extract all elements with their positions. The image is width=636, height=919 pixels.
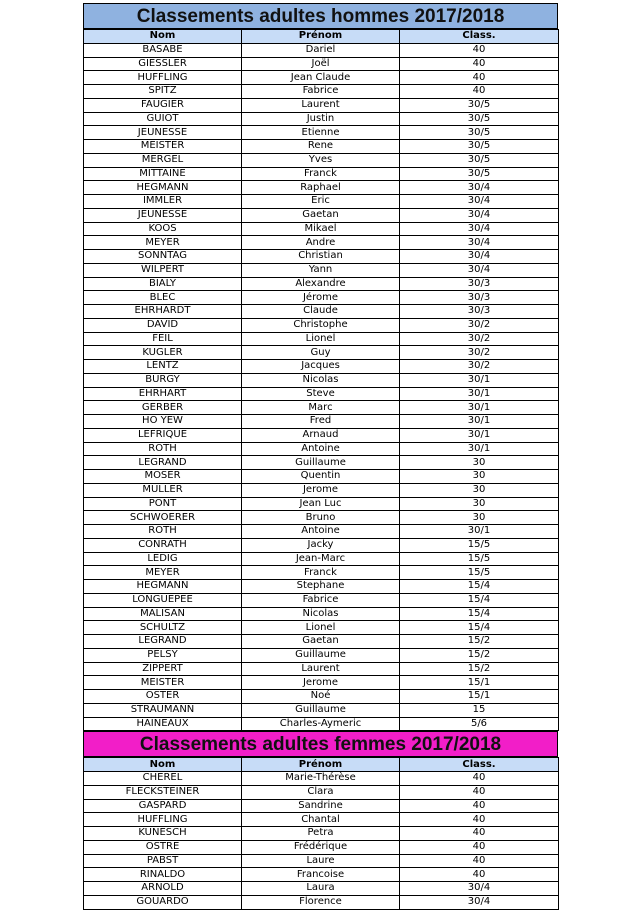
- cell-prenom: Guillaume: [242, 703, 400, 717]
- cell-nom: LEDIG: [84, 552, 242, 566]
- table-row: [84, 703, 559, 717]
- cell-class: 30/4: [400, 895, 559, 909]
- table-row: [84, 415, 559, 429]
- table-row: [84, 607, 559, 621]
- cell-nom: MALISAN: [84, 607, 242, 621]
- table-row: [84, 112, 559, 126]
- cell-prenom: Guillaume: [242, 648, 400, 662]
- cell-class: 40: [400, 57, 559, 71]
- table-row: [84, 456, 559, 470]
- cell-prenom: Jean-Marc: [242, 552, 400, 566]
- table-row: [84, 71, 559, 85]
- cell-class: 30/4: [400, 882, 559, 896]
- table-row: [84, 785, 559, 799]
- cell-nom: MERGEL: [84, 153, 242, 167]
- cell-prenom: Franck: [242, 566, 400, 580]
- table-row: [84, 566, 559, 580]
- cell-class: 30/4: [400, 195, 559, 209]
- cell-prenom: Clara: [242, 785, 400, 799]
- cell-class: 15: [400, 703, 559, 717]
- cell-prenom: Steve: [242, 387, 400, 401]
- column-header-class: Class.: [400, 30, 559, 44]
- cell-prenom: Petra: [242, 827, 400, 841]
- cell-class: 40: [400, 827, 559, 841]
- cell-nom: MEYER: [84, 236, 242, 250]
- cell-nom: HO YEW: [84, 415, 242, 429]
- table-row: [84, 98, 559, 112]
- table-row: [84, 799, 559, 813]
- cell-nom: SCHWOERER: [84, 511, 242, 525]
- cell-prenom: Jean Claude: [242, 71, 400, 85]
- cell-nom: OSTRE: [84, 840, 242, 854]
- men-rankings-title: Classements adultes hommes 2017/2018: [83, 3, 558, 29]
- cell-nom: STRAUMANN: [84, 703, 242, 717]
- cell-prenom: Jerome: [242, 483, 400, 497]
- cell-nom: WILPERT: [84, 263, 242, 277]
- cell-class: 15/2: [400, 662, 559, 676]
- cell-nom: LONGUEPEE: [84, 593, 242, 607]
- cell-prenom: Rene: [242, 140, 400, 154]
- table-row: [84, 318, 559, 332]
- table-row: [84, 360, 559, 374]
- table-row: [84, 332, 559, 346]
- cell-class: 30: [400, 511, 559, 525]
- cell-class: 30/1: [400, 387, 559, 401]
- cell-class: 30/2: [400, 318, 559, 332]
- women-rankings-table: [83, 757, 559, 909]
- cell-class: 40: [400, 772, 559, 786]
- cell-class: 30/3: [400, 305, 559, 319]
- cell-class: 40: [400, 785, 559, 799]
- table-row: [84, 662, 559, 676]
- cell-class: 40: [400, 71, 559, 85]
- cell-class: 15/1: [400, 676, 559, 690]
- cell-nom: EHRHART: [84, 387, 242, 401]
- cell-prenom: Laure: [242, 854, 400, 868]
- table-row: [84, 882, 559, 896]
- cell-prenom: Stephane: [242, 580, 400, 594]
- cell-prenom: Antoine: [242, 442, 400, 456]
- cell-class: 30/1: [400, 415, 559, 429]
- cell-class: 30/2: [400, 346, 559, 360]
- table-row: [84, 580, 559, 594]
- cell-nom: KUNESCH: [84, 827, 242, 841]
- cell-prenom: Arnaud: [242, 428, 400, 442]
- women-rankings-body: [84, 772, 559, 910]
- cell-nom: DAVID: [84, 318, 242, 332]
- women-header-row: [84, 758, 559, 772]
- cell-nom: SONNTAG: [84, 250, 242, 264]
- table-row: [84, 483, 559, 497]
- table-row: [84, 511, 559, 525]
- cell-class: 40: [400, 85, 559, 99]
- cell-class: 30: [400, 456, 559, 470]
- cell-nom: FAUGIER: [84, 98, 242, 112]
- column-header-prenom: Prénom: [242, 758, 400, 772]
- cell-class: 30/4: [400, 250, 559, 264]
- cell-prenom: Guillaume: [242, 456, 400, 470]
- cell-prenom: Lionel: [242, 332, 400, 346]
- cell-class: 15/4: [400, 593, 559, 607]
- cell-prenom: Charles-Aymeric: [242, 717, 400, 731]
- cell-class: 30/1: [400, 525, 559, 539]
- cell-nom: MITTAINE: [84, 167, 242, 181]
- cell-class: 30/2: [400, 332, 559, 346]
- table-row: [84, 126, 559, 140]
- table-row: [84, 140, 559, 154]
- cell-class: 40: [400, 854, 559, 868]
- table-row: [84, 648, 559, 662]
- cell-nom: LEFRIQUE: [84, 428, 242, 442]
- cell-nom: LEGRAND: [84, 635, 242, 649]
- cell-nom: JEUNESSE: [84, 126, 242, 140]
- cell-nom: MEISTER: [84, 676, 242, 690]
- cell-nom: GIESSLER: [84, 57, 242, 71]
- cell-nom: LEGRAND: [84, 456, 242, 470]
- cell-prenom: Noé: [242, 690, 400, 704]
- cell-nom: GERBER: [84, 401, 242, 415]
- cell-prenom: Marc: [242, 401, 400, 415]
- cell-nom: BURGY: [84, 373, 242, 387]
- table-row: [84, 85, 559, 99]
- cell-class: 30/3: [400, 277, 559, 291]
- table-row: [84, 621, 559, 635]
- cell-class: 40: [400, 799, 559, 813]
- cell-prenom: Jerome: [242, 676, 400, 690]
- cell-class: 30/4: [400, 181, 559, 195]
- table-row: [84, 291, 559, 305]
- table-row: [84, 868, 559, 882]
- cell-nom: HUFFLING: [84, 71, 242, 85]
- table-row: [84, 593, 559, 607]
- cell-nom: ROTH: [84, 525, 242, 539]
- cell-nom: EHRHARDT: [84, 305, 242, 319]
- table-row: [84, 772, 559, 786]
- cell-class: 30/5: [400, 140, 559, 154]
- cell-prenom: Francoise: [242, 868, 400, 882]
- cell-nom: GASPARD: [84, 799, 242, 813]
- cell-nom: ARNOLD: [84, 882, 242, 896]
- cell-class: 30/2: [400, 360, 559, 374]
- cell-prenom: Christophe: [242, 318, 400, 332]
- cell-class: 15/4: [400, 607, 559, 621]
- table-row: [84, 57, 559, 71]
- table-row: [84, 635, 559, 649]
- cell-prenom: Fabrice: [242, 85, 400, 99]
- cell-prenom: Dariel: [242, 43, 400, 57]
- column-header-nom: Nom: [84, 758, 242, 772]
- cell-prenom: Raphael: [242, 181, 400, 195]
- table-row: [84, 538, 559, 552]
- column-header-class: Class.: [400, 758, 559, 772]
- cell-prenom: Fred: [242, 415, 400, 429]
- column-header-nom: Nom: [84, 30, 242, 44]
- cell-class: 30/4: [400, 263, 559, 277]
- table-row: [84, 181, 559, 195]
- rankings-sheet: [83, 3, 558, 910]
- table-row: [84, 387, 559, 401]
- cell-nom: MOSER: [84, 470, 242, 484]
- cell-prenom: Yann: [242, 263, 400, 277]
- cell-nom: JEUNESSE: [84, 208, 242, 222]
- cell-nom: PABST: [84, 854, 242, 868]
- cell-nom: HEGMANN: [84, 580, 242, 594]
- cell-nom: PELSY: [84, 648, 242, 662]
- men-rankings-body: [84, 43, 559, 731]
- cell-class: 30: [400, 483, 559, 497]
- table-row: [84, 43, 559, 57]
- cell-nom: IMMLER: [84, 195, 242, 209]
- cell-class: 30/5: [400, 112, 559, 126]
- table-row: [84, 263, 559, 277]
- table-row: [84, 222, 559, 236]
- cell-nom: HEGMANN: [84, 181, 242, 195]
- cell-prenom: Mikael: [242, 222, 400, 236]
- cell-class: 40: [400, 840, 559, 854]
- cell-class: 30/5: [400, 126, 559, 140]
- cell-nom: KOOS: [84, 222, 242, 236]
- cell-class: 30/1: [400, 428, 559, 442]
- cell-prenom: Jean Luc: [242, 497, 400, 511]
- table-row: [84, 195, 559, 209]
- cell-class: 15/4: [400, 621, 559, 635]
- cell-nom: ZIPPERT: [84, 662, 242, 676]
- table-row: [84, 895, 559, 909]
- table-row: [84, 153, 559, 167]
- cell-nom: PONT: [84, 497, 242, 511]
- cell-nom: MULLER: [84, 483, 242, 497]
- cell-prenom: Alexandre: [242, 277, 400, 291]
- cell-class: 40: [400, 868, 559, 882]
- column-header-prenom: Prénom: [242, 30, 400, 44]
- women-rankings-title: Classements adultes femmes 2017/2018: [83, 731, 558, 757]
- cell-class: 15/5: [400, 566, 559, 580]
- cell-prenom: Antoine: [242, 525, 400, 539]
- cell-prenom: Christian: [242, 250, 400, 264]
- cell-class: 30/4: [400, 236, 559, 250]
- cell-nom: GUIOT: [84, 112, 242, 126]
- cell-prenom: Lionel: [242, 621, 400, 635]
- cell-prenom: Guy: [242, 346, 400, 360]
- cell-nom: HAINEAUX: [84, 717, 242, 731]
- table-row: [84, 827, 559, 841]
- table-row: [84, 236, 559, 250]
- cell-prenom: Franck: [242, 167, 400, 181]
- cell-prenom: Yves: [242, 153, 400, 167]
- table-row: [84, 277, 559, 291]
- cell-nom: CHEREL: [84, 772, 242, 786]
- cell-class: 30: [400, 470, 559, 484]
- men-rankings-table: [83, 29, 559, 731]
- table-row: [84, 428, 559, 442]
- table-row: [84, 442, 559, 456]
- cell-nom: GOUARDO: [84, 895, 242, 909]
- cell-nom: MEISTER: [84, 140, 242, 154]
- cell-prenom: Frédérique: [242, 840, 400, 854]
- table-row: [84, 470, 559, 484]
- cell-class: 15/5: [400, 552, 559, 566]
- cell-class: 40: [400, 43, 559, 57]
- cell-class: 15/4: [400, 580, 559, 594]
- table-row: [84, 552, 559, 566]
- cell-nom: HUFFLING: [84, 813, 242, 827]
- cell-nom: CONRATH: [84, 538, 242, 552]
- cell-nom: SPITZ: [84, 85, 242, 99]
- cell-prenom: Chantal: [242, 813, 400, 827]
- cell-prenom: Bruno: [242, 511, 400, 525]
- cell-class: 30/1: [400, 373, 559, 387]
- table-row: [84, 250, 559, 264]
- cell-class: 40: [400, 813, 559, 827]
- cell-class: 30/4: [400, 222, 559, 236]
- cell-class: 30/3: [400, 291, 559, 305]
- cell-prenom: Jérome: [242, 291, 400, 305]
- cell-nom: FLECKSTEINER: [84, 785, 242, 799]
- cell-nom: BASABE: [84, 43, 242, 57]
- table-row: [84, 840, 559, 854]
- cell-prenom: Eric: [242, 195, 400, 209]
- cell-nom: OSTER: [84, 690, 242, 704]
- table-row: [84, 346, 559, 360]
- cell-class: 15/1: [400, 690, 559, 704]
- table-row: [84, 813, 559, 827]
- cell-class: 15/2: [400, 648, 559, 662]
- cell-class: 5/6: [400, 717, 559, 731]
- cell-class: 30: [400, 497, 559, 511]
- cell-prenom: Quentin: [242, 470, 400, 484]
- cell-nom: LENTZ: [84, 360, 242, 374]
- cell-prenom: Jacques: [242, 360, 400, 374]
- table-row: [84, 208, 559, 222]
- cell-prenom: Andre: [242, 236, 400, 250]
- cell-class: 15/2: [400, 635, 559, 649]
- cell-prenom: Gaetan: [242, 635, 400, 649]
- table-row: [84, 401, 559, 415]
- cell-class: 15/5: [400, 538, 559, 552]
- cell-nom: BIALY: [84, 277, 242, 291]
- cell-class: 30/1: [400, 442, 559, 456]
- table-row: [84, 305, 559, 319]
- cell-nom: BLEC: [84, 291, 242, 305]
- cell-class: 30/5: [400, 98, 559, 112]
- cell-nom: RINALDO: [84, 868, 242, 882]
- cell-class: 30/5: [400, 153, 559, 167]
- cell-prenom: Claude: [242, 305, 400, 319]
- table-row: [84, 167, 559, 181]
- cell-prenom: Fabrice: [242, 593, 400, 607]
- cell-class: 30/4: [400, 208, 559, 222]
- cell-nom: ROTH: [84, 442, 242, 456]
- cell-prenom: Nicolas: [242, 607, 400, 621]
- cell-prenom: Nicolas: [242, 373, 400, 387]
- cell-class: 30/5: [400, 167, 559, 181]
- cell-prenom: Justin: [242, 112, 400, 126]
- table-row: [84, 373, 559, 387]
- cell-prenom: Etienne: [242, 126, 400, 140]
- cell-nom: FEIL: [84, 332, 242, 346]
- cell-prenom: Gaetan: [242, 208, 400, 222]
- cell-nom: KUGLER: [84, 346, 242, 360]
- cell-prenom: Marie-Thérèse: [242, 772, 400, 786]
- table-row: [84, 676, 559, 690]
- cell-prenom: Laurent: [242, 662, 400, 676]
- cell-prenom: Joël: [242, 57, 400, 71]
- cell-prenom: Jacky: [242, 538, 400, 552]
- table-row: [84, 525, 559, 539]
- cell-prenom: Sandrine: [242, 799, 400, 813]
- cell-prenom: Laura: [242, 882, 400, 896]
- cell-prenom: Florence: [242, 895, 400, 909]
- cell-nom: SCHULTZ: [84, 621, 242, 635]
- table-row: [84, 854, 559, 868]
- men-header-row: [84, 30, 559, 44]
- table-row: [84, 690, 559, 704]
- table-row: [84, 497, 559, 511]
- cell-class: 30/1: [400, 401, 559, 415]
- cell-prenom: Laurent: [242, 98, 400, 112]
- cell-nom: MEYER: [84, 566, 242, 580]
- table-row: [84, 717, 559, 731]
